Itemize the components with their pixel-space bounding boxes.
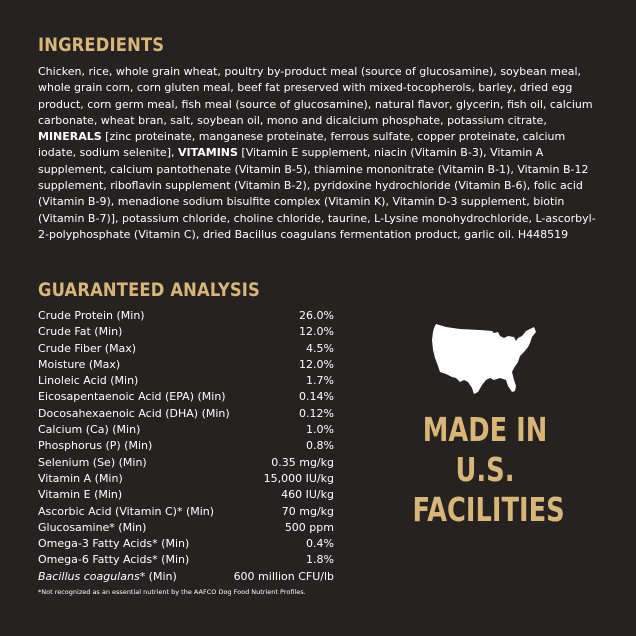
nutrient-name: Glucosamine* (Min) bbox=[38, 520, 147, 534]
analysis-row bbox=[38, 373, 334, 389]
analysis-row bbox=[38, 504, 334, 520]
ingredients-list bbox=[38, 64, 604, 243]
minerals-label: MINERALS bbox=[38, 130, 102, 144]
usa-map-icon bbox=[430, 322, 538, 398]
nutrient-name: Omega-3 Fatty Acids* (Min) bbox=[38, 537, 190, 551]
analysis-footnote: *Not recognized as an essential nutrient by the AAFCO Dog Food Nutrient Profiles. bbox=[38, 588, 306, 596]
made-in-us-badge bbox=[392, 410, 578, 530]
analysis-row bbox=[38, 569, 334, 585]
nutrient-name: Vitamin E (Min) bbox=[38, 488, 123, 502]
ingredients-text-part-2: [zinc proteinate, manganese proteinate, ferrous sulfate, copper proteinate, calcium iodate, sodium selenite], bbox=[38, 130, 566, 160]
nutrient-name: Phosphorus (P) (Min) bbox=[38, 439, 153, 453]
analysis-row bbox=[38, 438, 334, 454]
ingredients-text-part-1: Chicken, rice, whole grain wheat, poultry by-product meal (source of glucosamine), soybean meal, whole grain corn, corn gluten meal, beef fat preserved with mixed-tocopherols, barley, dried egg product, corn germ meal, fish meal (source of glucosamine), natural flavor, glycerin, fish oil, calcium carbonate, wheat bran, salt, soybean oil, mono and dicalcium phosphate, potassium citrate, bbox=[38, 65, 593, 127]
nutrient-value: 1.8% bbox=[306, 553, 334, 567]
nutrient-name: Docosahexaenoic Acid (DHA) (Min) bbox=[38, 406, 230, 420]
made-in-line-2: U.S. bbox=[455, 450, 515, 489]
nutrient-value: 500 ppm bbox=[284, 520, 334, 534]
analysis-row bbox=[38, 389, 334, 405]
analysis-row bbox=[38, 552, 334, 568]
guaranteed-analysis-heading: GUARANTEED ANALYSIS bbox=[38, 279, 261, 301]
analysis-row bbox=[38, 487, 334, 503]
nutrient-name: Moisture (Max) bbox=[38, 357, 121, 371]
nutrient-name: Selenium (Se) (Min) bbox=[38, 455, 147, 469]
nutrient-value: 0.35 mg/kg bbox=[271, 455, 334, 469]
nutrient-value: 460 IU/kg bbox=[281, 488, 334, 502]
guaranteed-analysis-table bbox=[38, 308, 334, 585]
nutrient-name: Eicosapentaenoic Acid (EPA) (Min) bbox=[38, 390, 226, 404]
nutrient-name: Ascorbic Acid (Vitamin C)* (Min) bbox=[38, 504, 215, 518]
analysis-row bbox=[38, 520, 334, 536]
analysis-row bbox=[38, 341, 334, 357]
nutrient-name: Crude Protein (Min) bbox=[38, 309, 145, 322]
nutrient-name-italic: Bacillus coagulans bbox=[38, 569, 140, 583]
nutrient-value: 4.5% bbox=[306, 341, 334, 355]
analysis-row bbox=[38, 455, 334, 471]
nutrient-value: 70 mg/kg bbox=[281, 504, 334, 518]
vitamins-label: VITAMINS bbox=[177, 146, 238, 160]
analysis-row bbox=[38, 536, 334, 552]
nutrient-name: Crude Fiber (Max) bbox=[38, 341, 137, 355]
nutrient-name: Omega-6 Fatty Acids* (Min) bbox=[38, 553, 190, 567]
nutrient-value: 0.12% bbox=[299, 406, 334, 420]
analysis-rows bbox=[38, 308, 334, 585]
ingredients-heading: INGREDIENTS bbox=[38, 34, 165, 56]
nutrient-value: 12.0% bbox=[299, 357, 334, 371]
nutrient-value: 0.8% bbox=[306, 439, 334, 453]
nutrient-name bbox=[38, 569, 232, 585]
made-in-line-1: MADE IN bbox=[422, 410, 548, 449]
nutrient-value: 0.4% bbox=[306, 537, 334, 551]
nutrient-value: 12.0% bbox=[299, 325, 334, 339]
nutrient-value: 1.0% bbox=[306, 423, 334, 437]
made-in-line-3: FACILITIES bbox=[412, 490, 565, 529]
nutrient-name-suffix: * (Min) bbox=[139, 569, 177, 583]
analysis-row bbox=[38, 308, 334, 324]
nutrient-name: Calcium (Ca) (Min) bbox=[38, 423, 141, 437]
nutrient-value: 26.0% bbox=[299, 309, 334, 322]
nutrient-value: 0.14% bbox=[299, 390, 334, 404]
analysis-row bbox=[38, 324, 334, 340]
nutrient-name: Vitamin A (Min) bbox=[38, 471, 123, 485]
nutrient-name: Linoleic Acid (Min) bbox=[38, 374, 139, 388]
usa-map-shape bbox=[432, 324, 536, 394]
analysis-row bbox=[38, 357, 334, 373]
nutrient-value: 1.7% bbox=[306, 374, 334, 388]
analysis-row bbox=[38, 406, 334, 422]
ingredients-text-part-3: [Vitamin E supplement, niacin (Vitamin B-3), Vitamin A supplement, calcium pantothenate (Vitamin B-5), thiamine mononitrate (Vitamin B-1), Vitamin B-12 supplement, riboflavin supplement (Vitamin B-2), pyridoxine hydrochloride (Vitamin B-6), folic acid (Vitamin B-9), menadione sodium bisulfite complex (Vitamin K), Vitamin D-3 supplement, biotin (Vitamin B-7)], potassium chloride, choline chloride, taurine, L-Lysine monohydrochloride, L-ascorbyl-2-polyphosphate (Vitamin C), dried Bacillus coagulans fermentation product, garlic oil. H448519 bbox=[38, 146, 596, 241]
nutrient-name: Crude Fat (Min) bbox=[38, 325, 123, 339]
analysis-row bbox=[38, 471, 334, 487]
analysis-row bbox=[38, 422, 334, 438]
nutrient-value: 15,000 IU/kg bbox=[263, 471, 334, 485]
nutrient-value: 600 million CFU/lb bbox=[233, 569, 334, 583]
